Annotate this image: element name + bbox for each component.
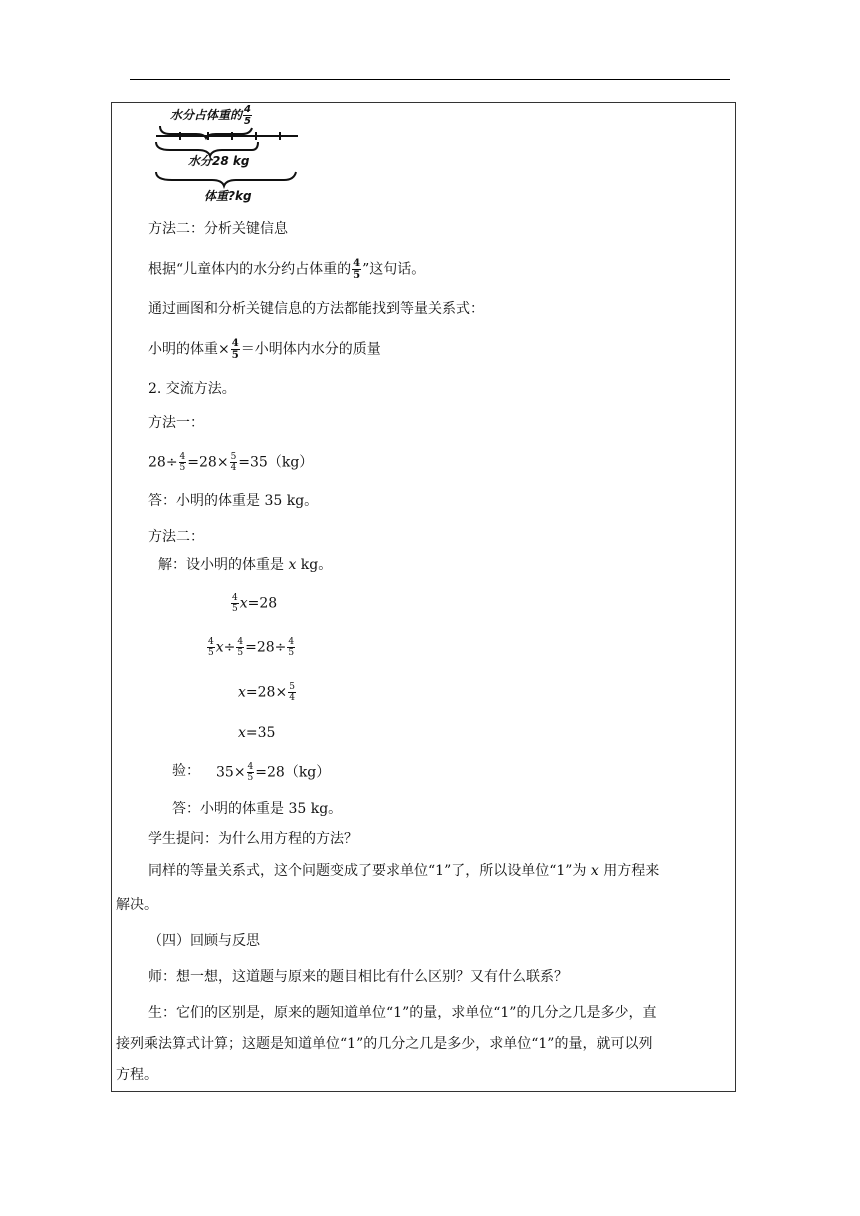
explanation-line-2: 解决。 [116,897,158,913]
relation-intro: 通过画图和分析关键信息的方法都能找到等量关系式： [148,301,484,317]
diagram-top-label: 水分占体重的 $\frac{4}{5}$ [170,104,251,127]
student-question: 学生提问：为什么用方程的方法？ [148,831,358,847]
teacher-prompt: 师：想一想，这道题与原来的题目相比有什么区别？又有什么联系？ [148,969,568,985]
student-answer-line-2: 接列乘法算式计算；这题是知道单位“1”的几分之几是多少，求单位“1”的量，就可以列 [116,1036,653,1052]
method-two-label: 方法二： [148,529,204,545]
equivalence-line: 小明的体重× $\frac{4}{5}$ ＝小明体内水分的质量 [148,338,381,361]
equation-step-2: $\frac{4}{5}$ x÷ $\frac{4}{5}$ =28÷ $\frac{4}{5}$ [208,637,295,658]
method-one-label: 方法一： [148,415,204,431]
diagram-water-label: 水分28 kg [188,154,250,168]
method-two-answer: 答：小明的体重是 35 kg。 [172,801,343,817]
equation-step-3: x=28× $\frac{5}{4}$ [238,682,295,703]
solution-let: 解：设小明的体重是 x kg。 [158,557,333,573]
student-answer-line-1: 生：它们的区别是，原来的题知道单位“1”的量，求单位“1”的几分之几是多少，直 [148,1005,657,1021]
diagram-fraction: $\frac{4}{5}$ [244,104,251,127]
equation-step-1: $\frac{4}{5}$ x=28 [232,593,278,614]
method-one-answer: 答：小明的体重是 35 kg。 [148,493,319,509]
header-rule [130,79,730,80]
student-answer-line-3: 方程。 [116,1067,158,1083]
check-calculation: 35× $\frac{4}{5}$ =28（kg） [216,762,331,783]
explanation-line-1: 同样的等量关系式，这个问题变成了要求单位“1”了，所以设单位“1”为 x 用方程来 [148,863,660,879]
equation-step-4: x=35 [238,725,276,741]
method-one-calculation: 28÷ $\frac{4}{5}$ =28× $\frac{5}{4}$ =35（kg） [148,452,314,473]
exchange-methods-heading: 2. 交流方法。 [148,381,236,397]
key-info-line: 根据“儿童体内的水分约占体重的 $\frac{4}{5}$ ”这句话。 [148,258,426,281]
check-label: 验： [172,763,200,779]
review-heading: （四）回顾与反思 [148,933,260,949]
diagram-weight-label: 体重?kg [204,189,252,203]
method-two-heading: 方法二：分析关键信息 [148,221,288,237]
